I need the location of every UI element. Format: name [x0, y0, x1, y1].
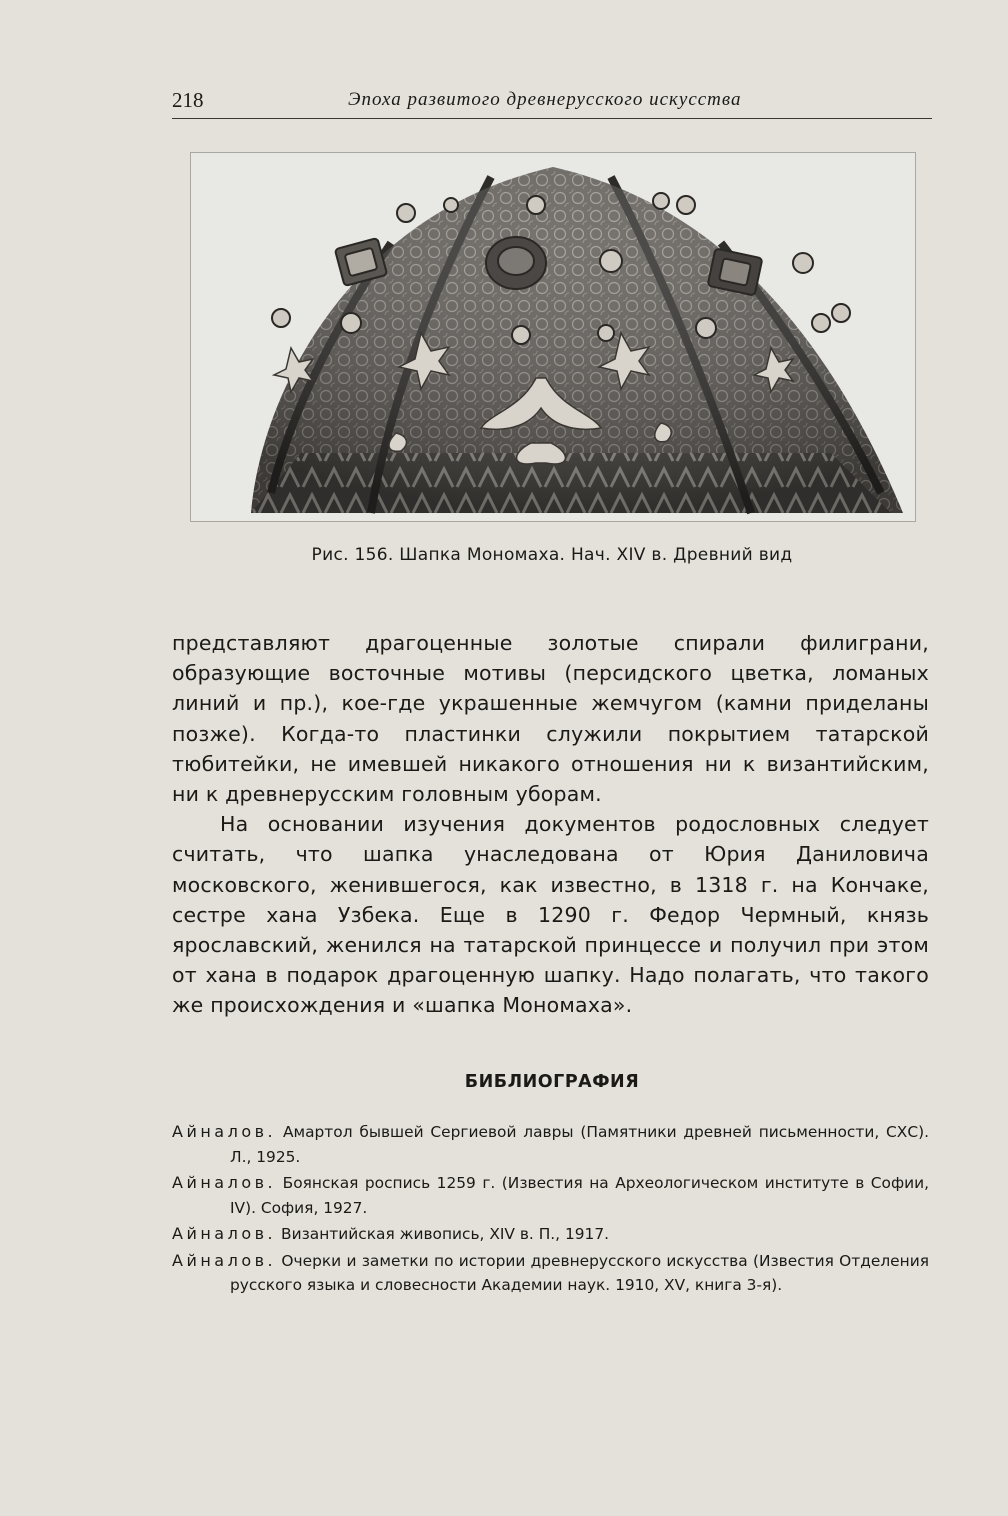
paragraph: представляют драгоценные золотые спирали филиграни, образующие восточные мотивы (персидского цветка, ломаных линий и пр.), кое-где украшенные жемчугом (камни приделаны позже). Когда-то пластинки служили покрытием татарской тюбитейки, не имевшей никакого отношения ни к византийским, ни к древнерусским головным уборам. — [172, 631, 929, 807]
running-head-title: Эпоха развитого древнерусского искусства — [348, 89, 742, 110]
bibliography-entry — [172, 1222, 929, 1247]
bib-author: Айналов. — [172, 1122, 277, 1141]
bibliography-entry — [172, 1120, 929, 1169]
bib-text: Очерки и заметки по истории древнерусского искусства (Известия Отделения русского языка и словесности Академии наук. 1910, XV, книга 3-я). — [230, 1251, 929, 1294]
paragraph: На основании изучения документов родословных следует считать, что шапка унаследована от Юрия Даниловича московского, женившегося, как известно, в 1318 г. на Кончаке, сестре хана Узбека. Еще в 1290 г. Федор Чермный, князь ярославский, женился на татарской принцессе и получил при этом от хана в подарок драгоценную шапку. Надо полагать, что такого же происхождения и «шапка Мономаха». — [172, 812, 929, 1018]
body-text — [172, 628, 929, 1021]
bib-text: Боянская роспись 1259 г. (Известия на Археологическом институте в Софии, IV). София, 1927. — [230, 1174, 929, 1217]
bib-text: Византийская живопись, XIV в. П., 1917. — [281, 1225, 609, 1243]
bibliography-list — [172, 1120, 929, 1300]
bib-author: Айналов. — [172, 1250, 277, 1270]
bib-text: Амартол бывшей Сергиевой лавры (Памятники древней письменности, СХС). Л., 1925. — [230, 1123, 929, 1166]
figure-caption: Рис. 156. Шапка Мономаха. Нач. XIV в. Древний вид — [311, 545, 793, 565]
page-number: 218 — [172, 88, 204, 112]
figure-photo-monomakh-cap — [190, 152, 916, 522]
bib-author: Айналов. — [172, 1224, 277, 1243]
bib-author: Айналов. — [172, 1173, 277, 1192]
bibliography-entry — [172, 1249, 929, 1298]
bibliography-heading: БИБЛИОГРАФИЯ — [464, 1072, 640, 1092]
running-head — [172, 88, 932, 119]
cap-illustration — [191, 153, 915, 521]
bibliography-entry — [172, 1171, 929, 1220]
